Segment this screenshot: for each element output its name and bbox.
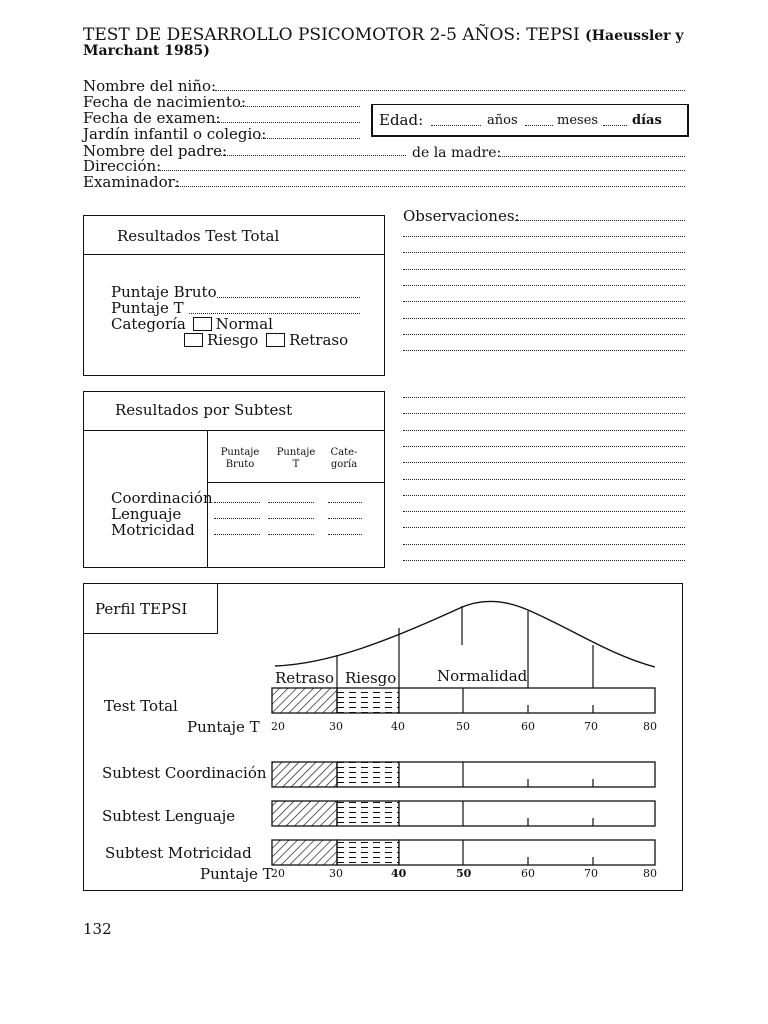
page-number: 132: [83, 920, 112, 938]
subtest-row-coordinacion: Coordinación: [111, 489, 213, 507]
scale-label: 20: [271, 867, 285, 880]
edad-anos-line[interactable]: [431, 125, 481, 126]
scale-label: 40: [391, 867, 407, 880]
zone-retraso: Retraso: [275, 669, 335, 687]
total-bruto-label: Puntaje Bruto: [111, 283, 217, 301]
observaciones-line[interactable]: [403, 236, 685, 237]
observaciones-line[interactable]: [403, 350, 685, 351]
scale-label: 80: [643, 867, 657, 880]
edad-meses: meses: [557, 113, 599, 128]
observaciones-line[interactable]: [403, 446, 685, 447]
coordinacion-cat-line[interactable]: [328, 502, 362, 503]
col-categoria-header: Cate- goría: [330, 447, 358, 470]
field-padre-line[interactable]: [218, 155, 406, 156]
field-madre: de la madre:: [412, 145, 502, 161]
retraso-checkbox[interactable]: [266, 333, 285, 347]
perfil-puntaje-t-top: Puntaje T: [187, 718, 260, 736]
observaciones-label: Observaciones:: [403, 207, 520, 225]
scale-label: 50: [456, 867, 472, 880]
observaciones-line[interactable]: [403, 397, 685, 398]
scale-label: 70: [584, 867, 598, 880]
perfil-row-lenguaje: Subtest Lenguaje: [102, 807, 236, 825]
scale-label: 80: [643, 720, 657, 733]
subtest-row-lenguaje: Lenguaje: [111, 505, 182, 523]
categoria-label: Categoría: [111, 315, 186, 333]
field-nacimiento-line[interactable]: [240, 106, 360, 107]
observaciones-line[interactable]: [403, 285, 685, 286]
observaciones-line[interactable]: [403, 252, 685, 253]
total-t-label: Puntaje T: [111, 299, 184, 317]
total-results-title: Resultados Test Total: [117, 227, 280, 245]
field-jardin: Jardín infantil o colegio:: [83, 125, 267, 143]
observaciones-line[interactable]: [403, 495, 685, 496]
observaciones-line[interactable]: [403, 479, 685, 480]
edad-meses-line[interactable]: [525, 125, 553, 126]
motricidad-t-line[interactable]: [268, 534, 314, 535]
field-nombre: Nombre del niño:: [83, 77, 217, 95]
field-nacimiento: Fecha de nacimiento:: [83, 93, 246, 111]
zone-normalidad: Normalidad: [437, 667, 528, 685]
scale-label: 60: [521, 720, 535, 733]
observaciones-line[interactable]: [403, 511, 685, 512]
observaciones-line[interactable]: [403, 413, 685, 414]
observaciones-line[interactable]: [403, 301, 685, 302]
normal-label: Normal: [215, 315, 273, 333]
motricidad-cat-line[interactable]: [328, 534, 362, 535]
subtest-row-motricidad: Motricidad: [111, 521, 195, 539]
lenguaje-cat-line[interactable]: [328, 518, 362, 519]
observaciones-line[interactable]: [403, 334, 685, 335]
total-results-box: [83, 215, 385, 376]
title-main: TEST DE DESARROLLO PSICOMOTOR 2-5 AÑOS: TEPSI: [83, 25, 580, 45]
field-examen-line[interactable]: [215, 122, 360, 123]
scale-label: 30: [329, 720, 343, 733]
edad-dias-line[interactable]: [603, 125, 627, 126]
observaciones-line[interactable]: [403, 560, 685, 561]
col-bruto-header: Puntaje Bruto: [220, 447, 260, 470]
form-title: [83, 25, 684, 45]
total-t-line[interactable]: [189, 313, 360, 314]
title-line2: Marchant 1985): [83, 43, 210, 59]
perfil-puntaje-t-bottom: Puntaje T: [200, 865, 273, 883]
field-padre: Nombre del padre:: [83, 142, 228, 160]
title-author: (Haeussler y: [585, 28, 684, 44]
subtest-results-title: Resultados por Subtest: [115, 401, 293, 419]
observaciones-line[interactable]: [403, 462, 685, 463]
edad-dias: días: [632, 113, 662, 128]
scale-label: 20: [271, 720, 285, 733]
total-categoria: [111, 316, 273, 332]
perfil-row-motricidad: Subtest Motricidad: [105, 844, 252, 862]
field-direccion-line[interactable]: [160, 170, 685, 171]
lenguaje-t-line[interactable]: [268, 518, 314, 519]
field-examinador: Examinador:: [83, 173, 180, 191]
scale-label: 30: [329, 867, 343, 880]
col-t-header: Puntaje T: [276, 447, 316, 470]
total-bruto-line[interactable]: [217, 297, 360, 298]
observaciones-line[interactable]: [403, 527, 685, 528]
lenguaje-bruto-line[interactable]: [214, 518, 260, 519]
edad-box: [371, 104, 689, 137]
observaciones-line[interactable]: [403, 544, 685, 545]
scale-label: 50: [456, 720, 470, 733]
motricidad-bruto-line[interactable]: [214, 534, 260, 535]
observaciones-first-line[interactable]: [515, 220, 685, 221]
field-jardin-line[interactable]: [258, 138, 360, 139]
field-examinador-line[interactable]: [175, 186, 685, 187]
observaciones-line[interactable]: [403, 269, 685, 270]
scale-label: 70: [584, 720, 598, 733]
field-madre-line[interactable]: [500, 156, 685, 157]
edad-label: Edad:: [379, 111, 424, 129]
scale-label: 40: [391, 720, 405, 733]
edad-anos: años: [487, 113, 518, 128]
field-direccion: Dirección:: [83, 157, 162, 175]
riesgo-checkbox[interactable]: [184, 333, 203, 347]
total-categoria-row2: [184, 332, 348, 348]
retraso-label: Retraso: [289, 331, 349, 349]
coordinacion-bruto-line[interactable]: [214, 502, 260, 503]
subtest-results-box: [83, 391, 385, 568]
perfil-row-total: Test Total: [104, 697, 178, 715]
zone-riesgo: Riesgo: [345, 669, 397, 687]
normal-checkbox[interactable]: [193, 317, 212, 331]
perfil-title: Perfil TEPSI: [95, 600, 188, 618]
observaciones-line[interactable]: [403, 430, 685, 431]
observaciones-line[interactable]: [403, 318, 685, 319]
perfil-row-coordinacion: Subtest Coordinación: [102, 764, 267, 782]
riesgo-label: Riesgo: [207, 331, 259, 349]
coordinacion-t-line[interactable]: [268, 502, 314, 503]
field-examen: Fecha de examen:: [83, 109, 221, 127]
scale-label: 60: [521, 867, 535, 880]
field-nombre-line[interactable]: [215, 90, 685, 91]
